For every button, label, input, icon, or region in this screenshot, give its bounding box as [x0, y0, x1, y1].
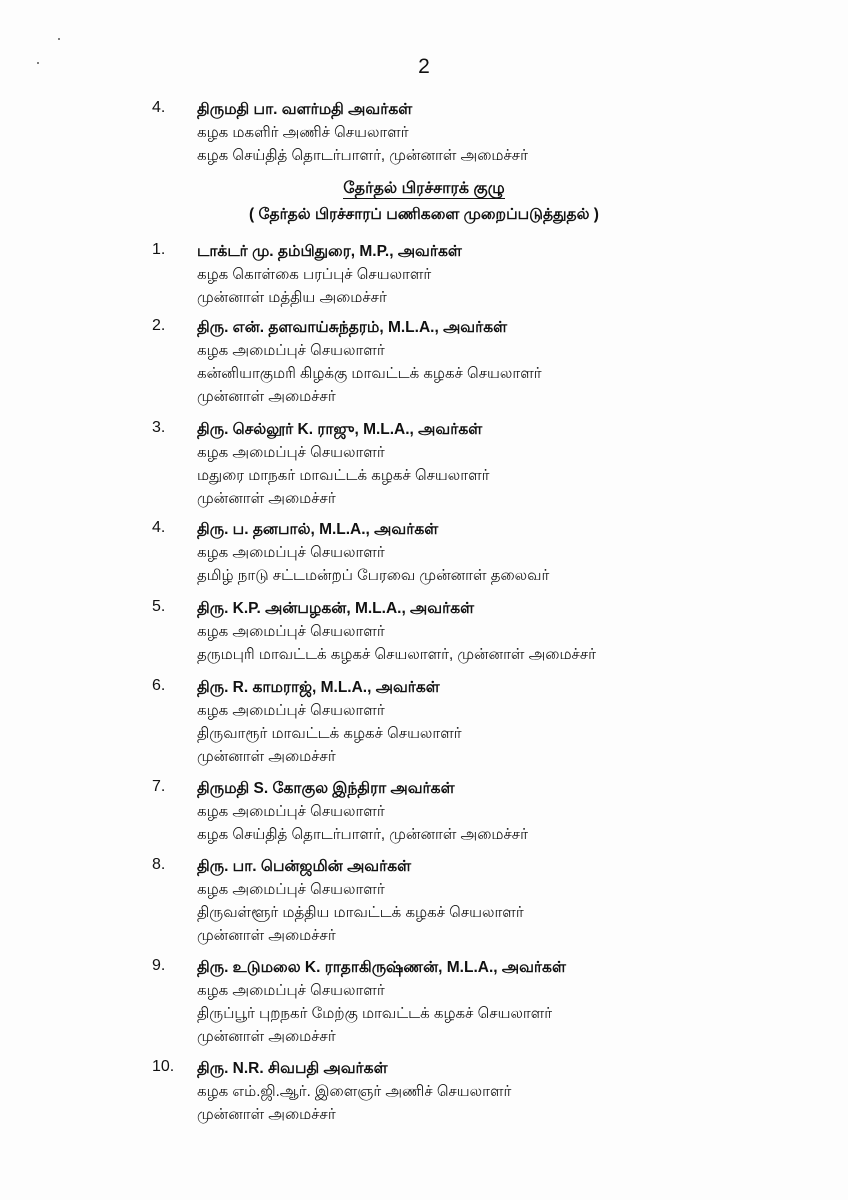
item-number: 4.: [152, 99, 166, 116]
member-name: திரு. K.P. அன்பழகன், M.L.A., அவர்கள்: [197, 600, 475, 617]
member-name: திரு. செல்லூர் K. ராஜு, M.L.A., அவர்கள்: [197, 421, 483, 438]
member-role: திருவாரூர் மாவட்டக் கழகச் செயலாளர்: [197, 725, 462, 742]
member-role: கழக அமைப்புச் செயலாளர்: [197, 702, 385, 719]
member-role: முன்னாள் அமைச்சர்: [197, 927, 336, 944]
member-role: கழக அமைப்புச் செயலாளர்: [197, 444, 385, 461]
item-number: 3.: [152, 419, 166, 436]
member-role: தமிழ் நாடு சட்டமன்றப் பேரவை முன்னாள் தலைவர்: [197, 567, 550, 584]
member-role: முன்னாள் அமைச்சர்: [197, 748, 336, 765]
member-name: திரு. என். தளவாய்சுந்தரம், M.L.A., அவர்கள்: [197, 319, 508, 336]
member-role: முன்னாள் மத்திய அமைச்சர்: [197, 289, 387, 306]
section-title: [0, 178, 848, 200]
member-role: திருப்பூர் புறநகர் மேற்கு மாவட்டக் கழகச் செயலாளர்: [197, 1005, 553, 1022]
member-role: கழக செய்தித் தொடர்பாளர், முன்னாள் அமைச்சர்: [197, 147, 528, 164]
item-number: 5.: [152, 598, 166, 615]
member-role: கழக செய்தித் தொடர்பாளர், முன்னாள் அமைச்சர்: [197, 826, 528, 843]
member-role: கழக அமைப்புச் செயலாளர்: [197, 623, 385, 640]
member-role: முன்னாள் அமைச்சர்: [197, 490, 336, 507]
item-number: 2.: [152, 317, 166, 334]
member-role: கழக அமைப்புச் செயலாளர்: [197, 544, 385, 561]
member-role: கழக மகளிர் அணிச் செயலாளர்: [197, 124, 409, 141]
item-number: 9.: [152, 957, 166, 974]
member-role: மதுரை மாநகர் மாவட்டக் கழகச் செயலாளர்: [197, 467, 490, 484]
item-number: 6.: [152, 677, 166, 694]
member-role: கழக அமைப்புச் செயலாளர்: [197, 982, 385, 999]
member-name: திரு. உடுமலை K. ராதாகிருஷ்ணன், M.L.A., அவர்கள்: [197, 959, 566, 976]
item-number: 8.: [152, 856, 166, 873]
member-role: திருவள்ளூர் மத்திய மாவட்டக் கழகச் செயலாளர்: [197, 904, 524, 921]
item-number: 4.: [152, 519, 166, 536]
member-role: கழக கொள்கை பரப்புச் செயலாளர்: [197, 266, 432, 283]
member-name: திரு. பா. பென்ஜமின் அவர்கள்: [197, 858, 412, 875]
member-name: திரு. N.R. சிவபதி அவர்கள்: [197, 1060, 388, 1077]
member-name: திரு. R. காமராஜ், M.L.A., அவர்கள்: [197, 679, 440, 696]
member-role: கழக அமைப்புச் செயலாளர்: [197, 881, 385, 898]
member-role: கழக எம்.ஜி.ஆர். இளைஞர் அணிச் செயலாளர்: [197, 1083, 512, 1100]
scan-speck: [58, 38, 60, 40]
page-number: 2: [418, 55, 430, 78]
member-name: திரு. ப. தனபால், M.L.A., அவர்கள்: [197, 521, 439, 538]
member-role: தருமபுரி மாவட்டக் கழகச் செயலாளர், முன்னாள் அமைச்சர்: [197, 646, 597, 663]
section-subtitle: ( தேர்தல் பிரச்சாரப் பணிகளை முறைப்படுத்துதல் ): [249, 206, 599, 223]
member-name: திருமதி S. கோகுல இந்திரா அவர்கள்: [197, 780, 455, 797]
item-number: 1.: [152, 241, 166, 258]
member-role: கழக அமைப்புச் செயலாளர்: [197, 803, 385, 820]
item-number: 10.: [152, 1058, 175, 1075]
member-name: டாக்டர் மு. தம்பிதுரை, M.P., அவர்கள்: [197, 243, 462, 260]
member-role: கழக அமைப்புச் செயலாளர்: [197, 342, 385, 359]
section-title-text: தேர்தல் பிரச்சாரக் குழு: [343, 180, 505, 197]
member-role: முன்னாள் அமைச்சர்: [197, 1028, 336, 1045]
member-name: திருமதி பா. வளர்மதி அவர்கள்: [197, 101, 413, 118]
member-role: கன்னியாகுமரி கிழக்கு மாவட்டக் கழகச் செயலாளர்: [197, 365, 542, 382]
item-number: 7.: [152, 778, 166, 795]
member-role: முன்னாள் அமைச்சர்: [197, 388, 336, 405]
member-role: முன்னாள் அமைச்சர்: [197, 1106, 336, 1123]
